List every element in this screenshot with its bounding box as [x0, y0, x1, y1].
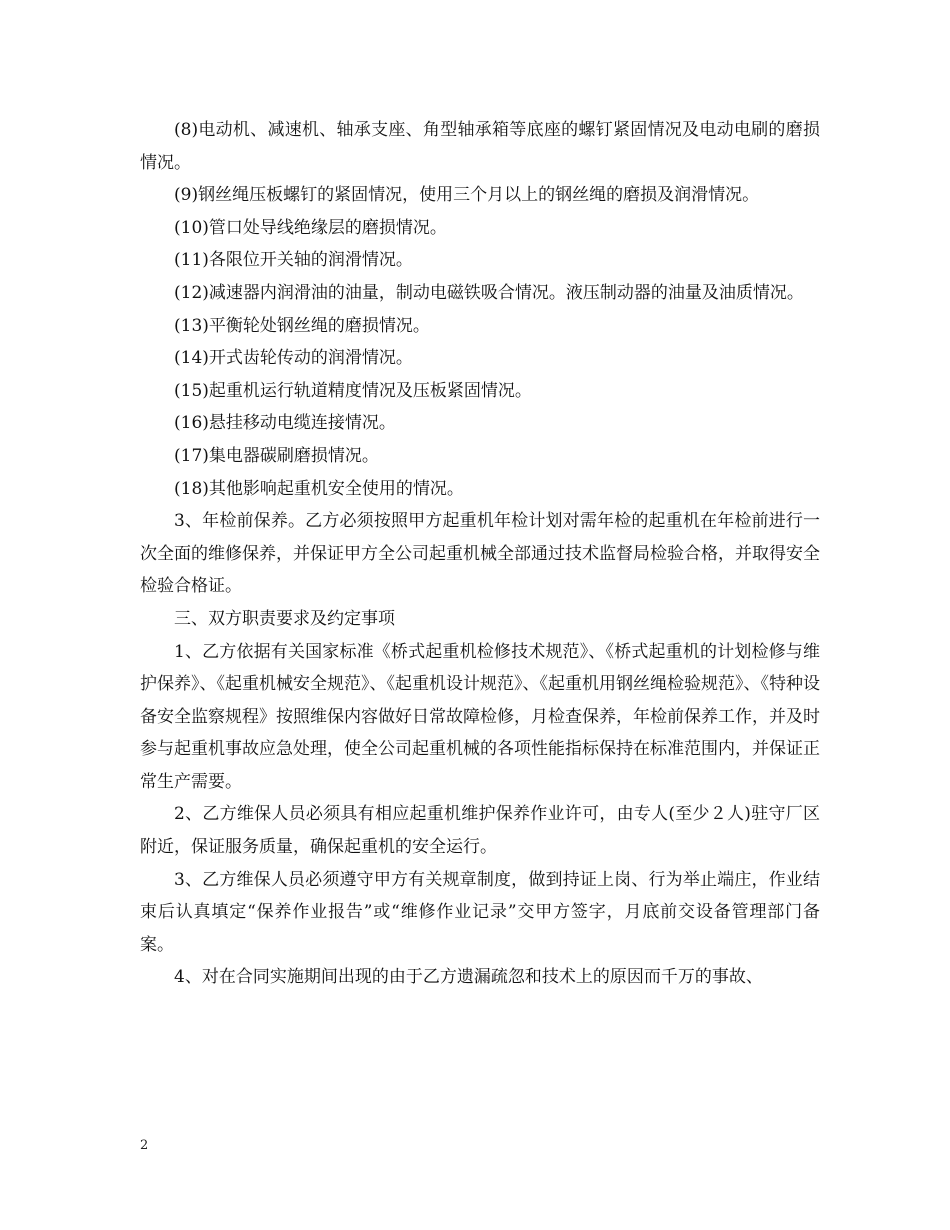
paragraph-item-13: (13)平衡轮处钢丝绳的磨损情况。 — [174, 315, 430, 336]
paragraph-item-12: (12)减速器内润滑油的油量，制动电磁铁吸合情况。液压制动器的油量及油质情况。 — [174, 282, 804, 303]
paragraph-item-17: (17)集电器碳刷磨损情况。 — [174, 445, 379, 466]
paragraph-duty-2: 2、乙方维保人员必须具有相应起重机维护保养作业许可，由专人(至少２人)驻守厂区附近，保证服务质量，确保起重机的安全运行。 — [140, 804, 820, 858]
document-body — [140, 114, 820, 994]
paragraph-item-18: (18)其他影响起重机安全使用的情况。 — [174, 478, 464, 499]
paragraph-item-11: (11)各限位开关轴的润滑情况。 — [174, 250, 413, 271]
paragraph-item-10: (10)管口处导线绝缘层的磨损情况。 — [174, 217, 447, 238]
paragraph-item-14: (14)开式齿轮传动的润滑情况。 — [174, 348, 413, 369]
paragraph-item-16: (16)悬挂移动电缆连接情况。 — [174, 413, 396, 434]
paragraph-duty-1: 1、乙方依据有关国家标准《桥式起重机检修技术规范》、《桥式起重机的计划检修与维护保养》、《起重机械安全规范》、《起重机设计规范》、《起重机用钢丝绳检验规范》、《特种设备安全监察规程》按照维保内容做好日常故障检修，月检查保养，年检前保养工作，并及时参与起重机事故应急处理，使全公司起重机械的各项性能指标保持在标准范围内，并保证正常生产需要。 — [140, 641, 820, 792]
paragraph-duty-3: 3、乙方维保人员必须遵守甲方有关规章制度，做到持证上岗、行为举止端庄，作业结束后认真填定“保养作业报告”或“维修作业记录”交甲方签字，月底前交设备管理部门备案。 — [140, 869, 820, 955]
paragraph-item-15: (15)起重机运行轨道精度情况及压板紧固情况。 — [174, 380, 532, 401]
paragraph-duty-4: 4、对在合同实施期间出现的由于乙方遗漏疏忽和技术上的原因而千万的事故、 — [174, 967, 763, 988]
page-number: 2 — [140, 1138, 149, 1153]
paragraph-item-9: (9)钢丝绳压板螺钉的紧固情况，使用三个月以上的钢丝绳的磨损及润滑情况。 — [174, 185, 760, 206]
paragraph-item-8: (8)电动机、减速机、轴承支座、角型轴承箱等底座的螺钉紧固情况及电动电刷的磨损情况。 — [140, 120, 820, 173]
section-heading: 三、双方职责要求及约定事项 — [174, 608, 395, 629]
paragraph-annual-maintenance: 3、年检前保养。乙方必须按照甲方起重机年检计划对需年检的起重机在年检前进行一次全面的维修保养，并保证甲方全公司起重机械全部通过技术监督局检验合格，并取得安全检验合格证。 — [140, 511, 820, 597]
